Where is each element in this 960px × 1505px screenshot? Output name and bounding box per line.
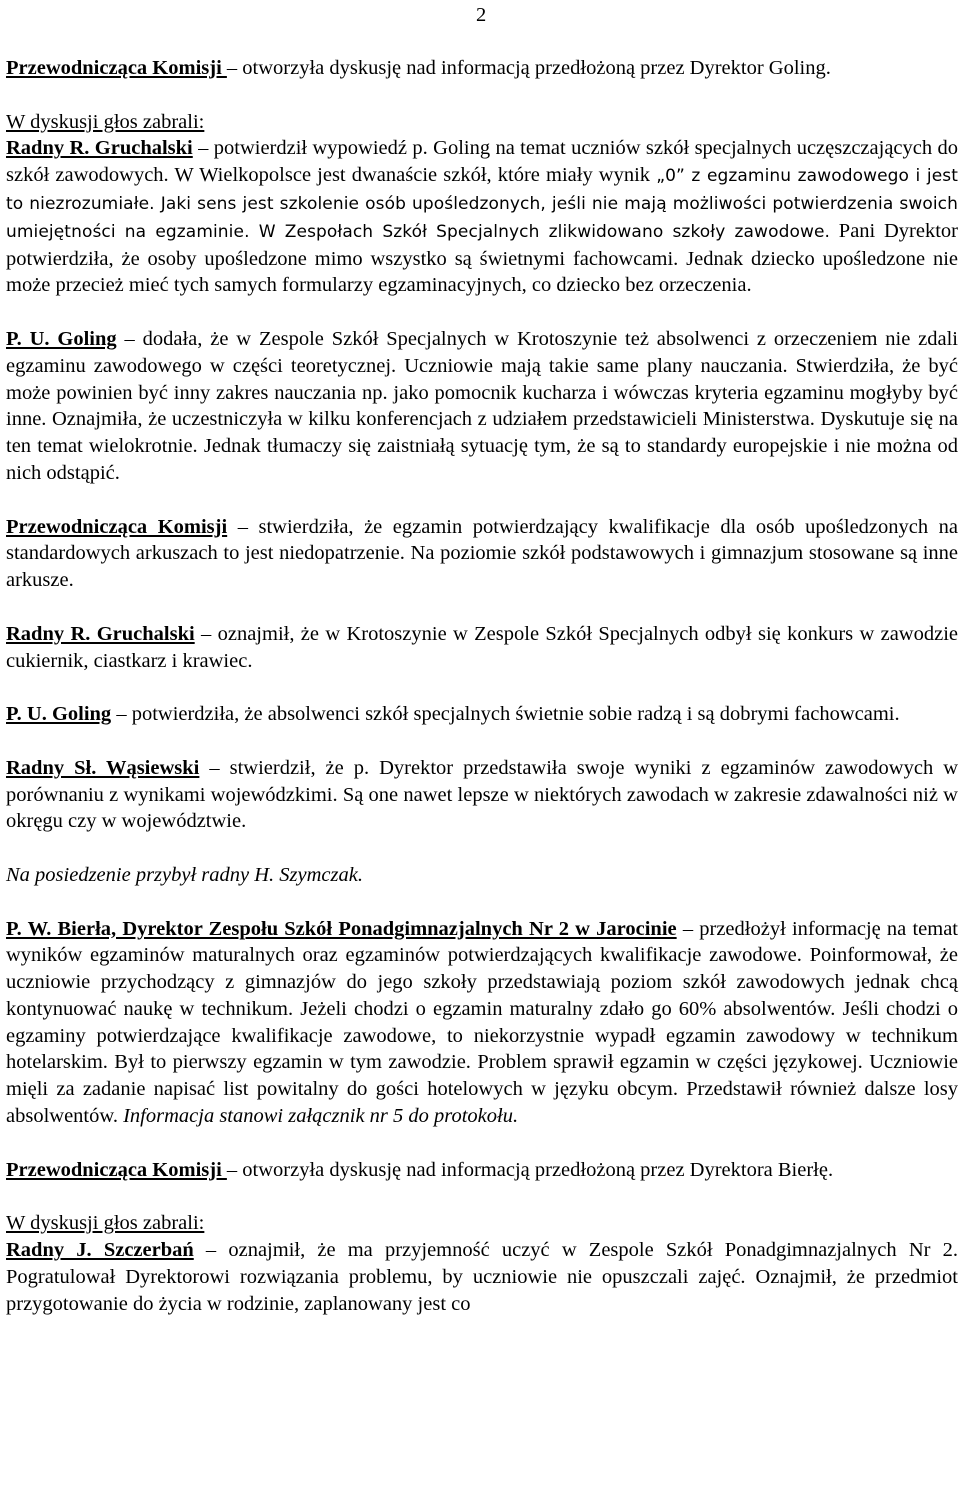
paragraph-arrival-note [6,862,958,889]
paragraph-text: – dodała, że w Zespole Szkół Specjalnych w Krotoszynie też absolwenci z orzeczeniem nie zdali egzaminu zawodowego w części teoretycznej. Uczniowie mają takie same plany nauczania. Stwierdziła, że być może powinien być inny zakres nauczania np. jako pomocnik kucharza i wówczas kryteria egzaminu mogłyby być inne. Oznajmiła, że uczestniczyła w kilku konferencjach z udziałem przedstawicieli Ministerstwa. Dyskutuje się na ten temat wielokrotnie. Jednak tłumaczy się zaistniałą sytuację tym, że są to standardy europejskie i nie można od nich odstąpić. [6,327,958,484]
paragraph-text: – potwierdziła, że absolwenci szkół specjalnych świetnie sobie radzą i są dobrymi fachowcami. [111,703,900,726]
paragraph-text: Pani Dyrektor potwierdziła, że osoby upośledzone mimo wszystko są świetnymi fachowcami. Jednak dziecko upośledzone nie może przecież mieć tych samych formularzy egzaminacyjnych, co dziecko bez orzeczenia. [6,219,959,297]
paragraph-text: – otworzyła dyskusję nad informacją przedłożoną przez Dyrektora Bierłę. [226,1158,834,1181]
paragraph-chair-opens-discussion-2 [6,1157,958,1184]
page-number: 2 [476,4,487,26]
speaker-name: Radny Sł. Wąsiewski [6,756,200,779]
discussion-heading-2 [6,1210,958,1237]
paragraph-text: – stwierdziła, że egzamin potwierdzający kwalifikacje dla osób upośledzonych na standardowych arkuszach to jest niedopatrzenie. Na poziomie szkół podstawowych i gimnazjum stosowane są inne arkusze. [6,515,959,592]
paragraph-gruchalski-2 [6,621,958,675]
speaker-name: Radny J. Szczerbań [6,1239,194,1262]
discussion-heading-text: W dyskusji głos zabrali: [6,110,205,133]
arrival-note-text: Na posiedzenie przybył radny H. Szymczak. [6,863,363,886]
speaker-name: P. U. Goling [6,703,112,726]
paragraph-chair-opens-discussion [6,55,958,82]
attachment-note: Informacja stanowi załącznik nr 5 do protokołu. [123,1105,519,1128]
paragraph-goling-2 [6,701,958,728]
speaker-name: Przewodnicząca Komisji [6,57,227,79]
speaker-name: Radny R. Gruchalski [6,137,193,160]
speaker-name: P. W. Bierła, Dyrektor Zespołu Szkół Ponadgimnazjalnych Nr 2 w Jarocinie [6,917,677,940]
speaker-name: Przewodnicząca Komisji [6,515,228,538]
paragraph-szczerban [6,1237,958,1317]
paragraph-text: – oznajmił, że ma przyjemność uczyć w Zespole Szkół Ponadgimnazjalnych Nr 2. Pogratulował Dyrektorowi rozwiązania problemu, by uczniowie nie opuszczali zajęć. Oznajmił, że przedmiot przygotowanie do życia w rodzinie, zaplanowany jest co [6,1239,958,1315]
paragraph-text: – stwierdził, że p. Dyrektor przedstawiła swoje wyniki z egzaminów zawodowych w porównaniu z wynikami wojewódzkimi. Są one nawet lepsze w niektórych zawodach w zakresie zdawalności niż w okręgu czy w województwie. [6,756,959,833]
paragraph-chair-2 [6,514,958,594]
discussion-heading-text: W dyskusji głos zabrali: [6,1212,205,1235]
paragraph-bierla [6,916,958,1130]
paragraph-text: – przedłożył informację na temat wyników egzaminów maturalnych oraz egzaminów potwierdzających kwalifikacje zawodowe. Poinformował, że uczniowie przychodzący z gimnazjów do jego szkoły przedstawiają poziom szkół zawodowych jednak chcą kontynuować naukę w technikum. Jeżeli chodzi o egzamin maturalny zdało go 60% absolwentów. Jeśli chodzi o egzaminy potwierdzające kwalifikacje zawodowe, to niekorzystnie wypadł egzamin zawodowy w technikum hotelarskim. Był to pierwszy egzamin w tym zawodzie. Problem sprawił egzamin w części językowej. Uczniowie mięli za zadanie napisać list powitalny do gości hotelowych w języku obcym. Przedstawił również dalsze losy absolwentów. [6,917,958,1128]
speaker-name: P. U. Goling [6,327,117,350]
document-body [6,55,958,1344]
paragraph-goling-1 [6,326,958,487]
paragraph-text: – potwierdził wypowiedź p. Goling na temat uczniów szkół specjalnych uczęszczających do szkół zawodowych. W Wielkopolsce jest dwanaście szkół, które miały wynik [6,137,958,187]
paragraph-text: – oznajmił, że w Krotoszynie w Zespole Szkół Specjalnych odbył się konkurs w zawodzie cukiernik, ciastkarz i krawiec. [6,622,958,672]
speaker-name: Radny R. Gruchalski [6,622,195,645]
paragraph-gruchalski-1 [6,135,958,299]
discussion-heading [6,109,958,136]
speaker-name: Przewodnicząca Komisji [6,1158,227,1181]
paragraph-text-sans: „0” z egzaminu zawodowego i jest to niezrozumiałe. Jaki sens jest szkolenie osób upośledzonych, jeśli nie mają możliwości potwierdzenia swoich umiejętności na egzaminie. W Zespołach Szkół Specjalnych zlikwidowano szkoły zawodowe. [6,166,958,242]
paragraph-wasiewski [6,755,958,835]
paragraph-text: – otworzyła dyskusję nad informacją przedłożoną przez Dyrektor Goling. [226,57,831,79]
